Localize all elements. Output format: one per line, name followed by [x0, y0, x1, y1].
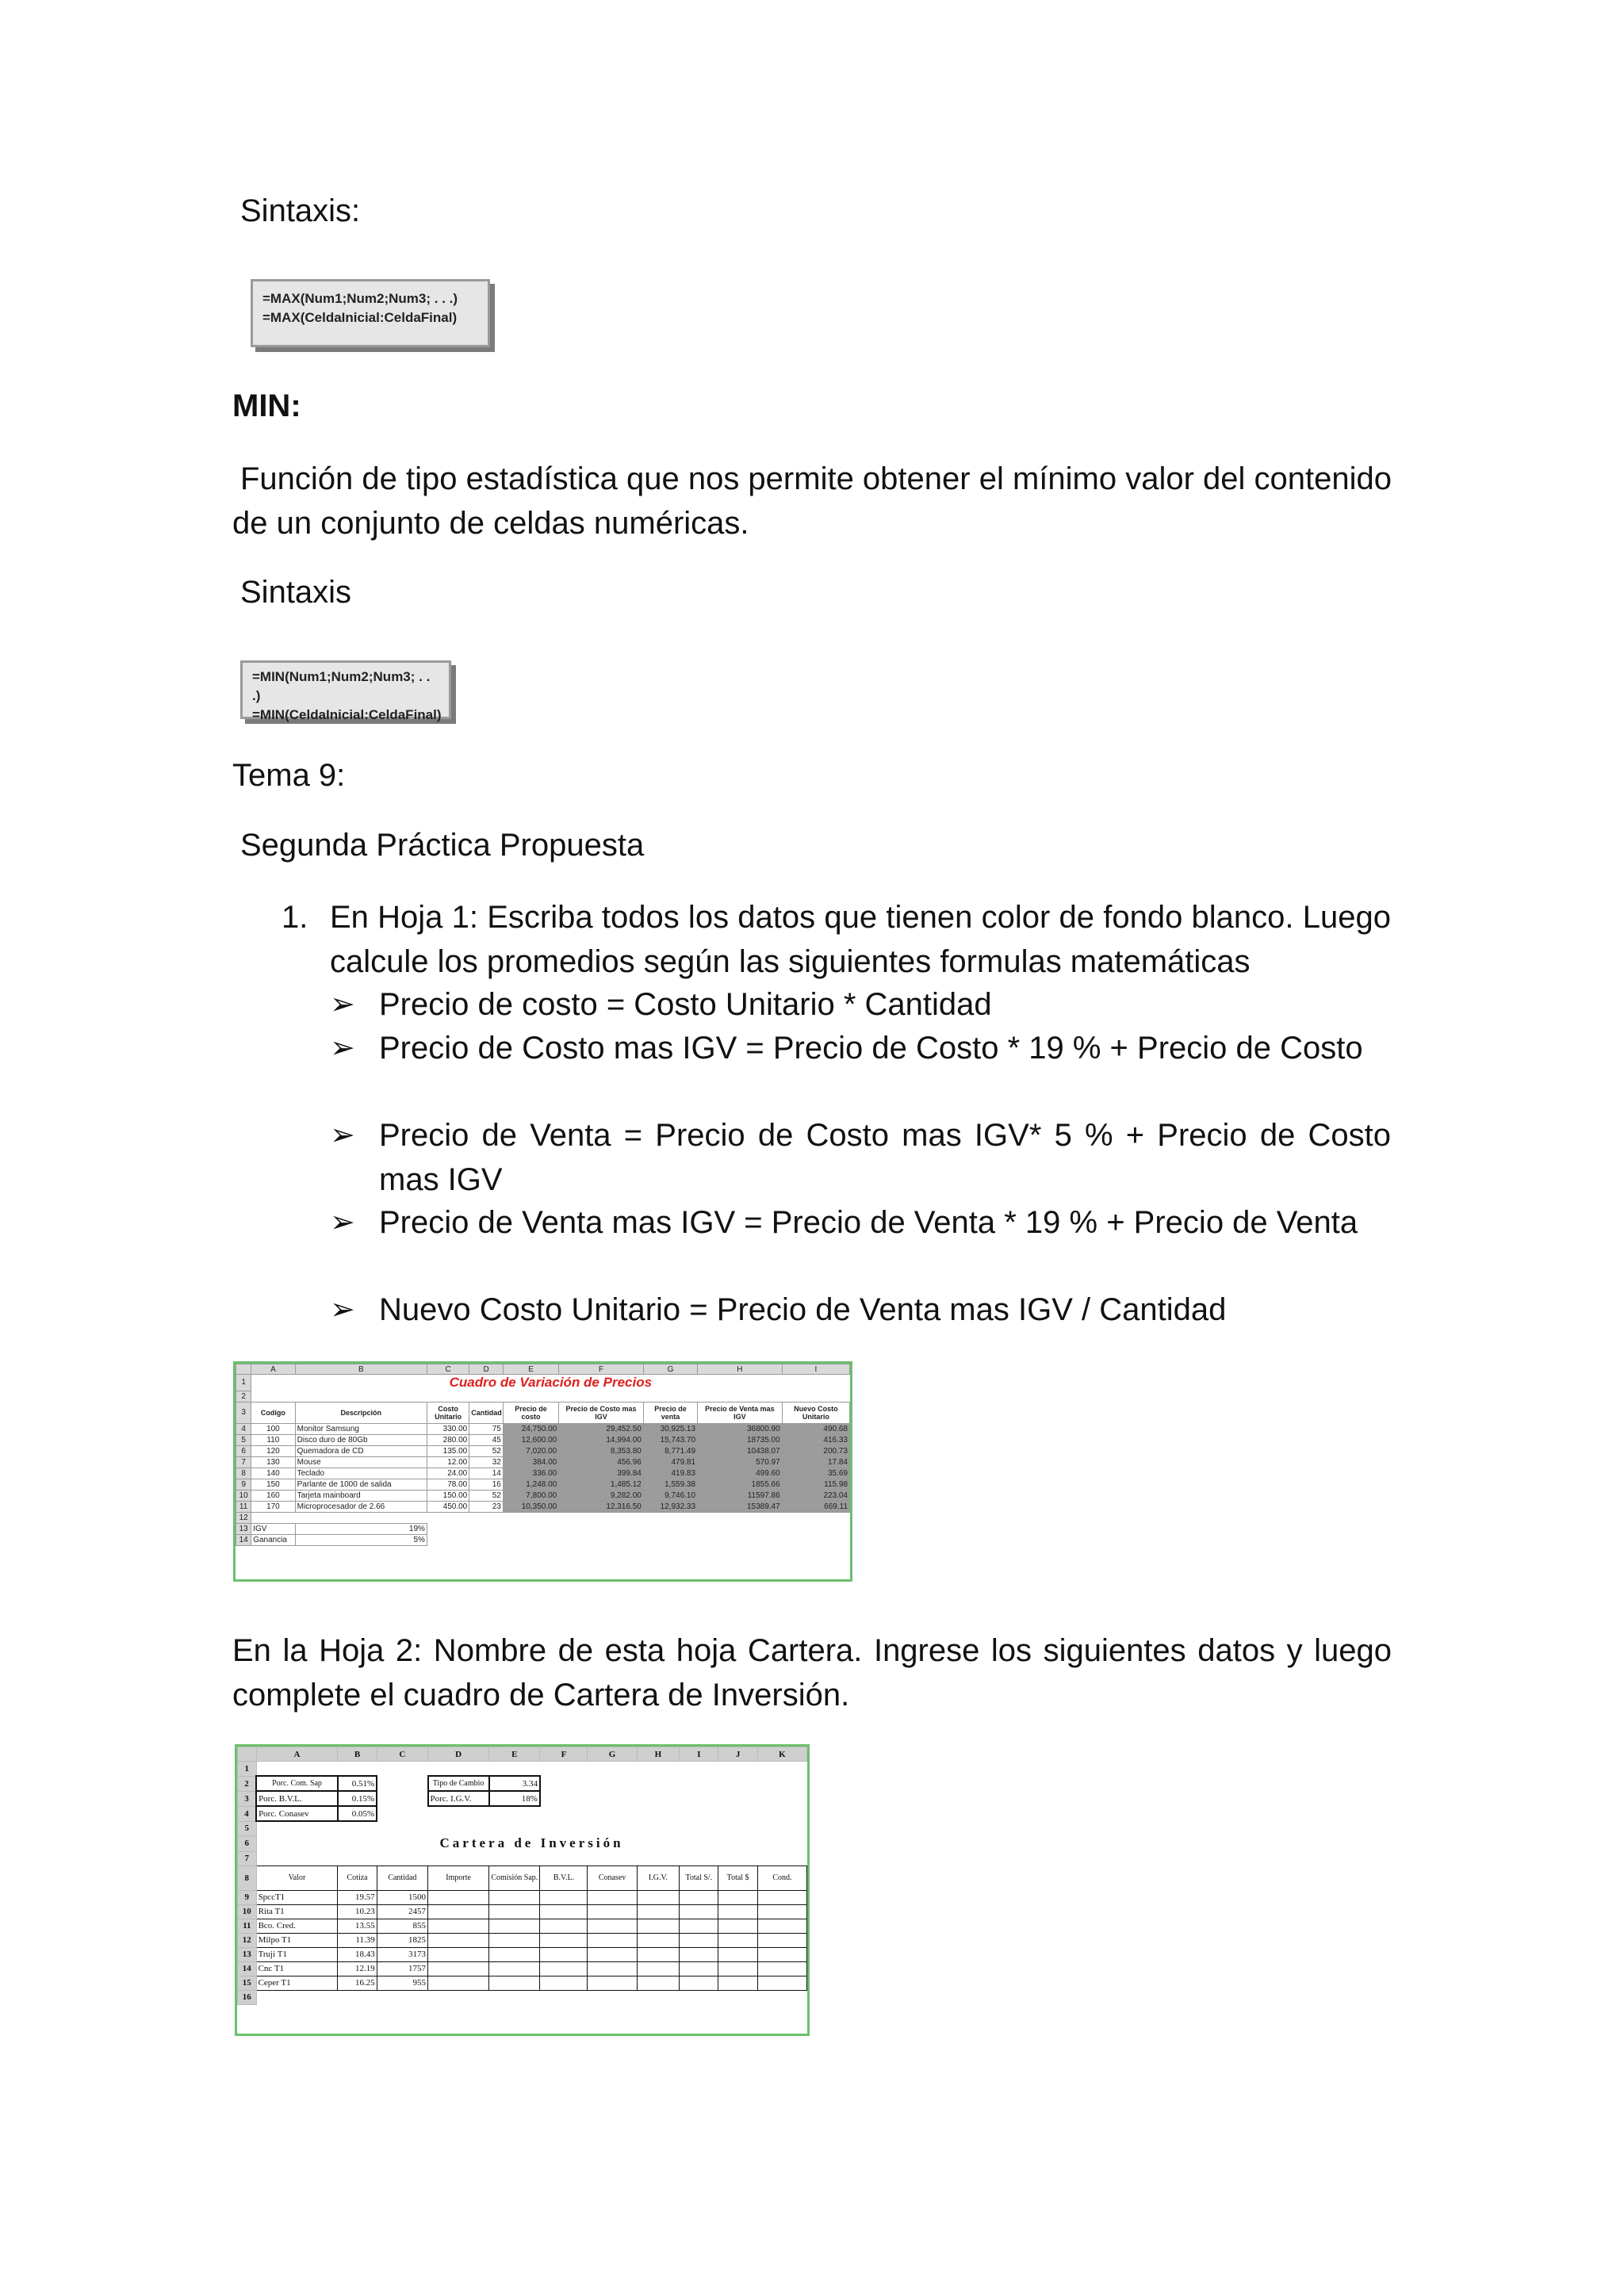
table-cell: 384.00 [503, 1456, 558, 1468]
formula-precio-venta-igv: Precio de Venta mas IGV = Precio de Venta * 19 % + Precio de Venta [379, 1205, 1358, 1240]
table-cell: 35.69 [782, 1468, 849, 1479]
table-cell [757, 1976, 806, 1990]
column-letters-row: A B C D E F G H I J K [238, 1747, 807, 1762]
table-cell: 479.81 [643, 1456, 697, 1468]
table-cell: 18.43 [338, 1947, 377, 1961]
table-cell: 110 [251, 1434, 295, 1445]
table-cell: 9,282.00 [559, 1490, 644, 1501]
table-cell [540, 1919, 588, 1933]
table-cell: Milpo T1 [256, 1933, 338, 1947]
table-cell [428, 1919, 489, 1933]
table-cell: 200.73 [782, 1445, 849, 1456]
table-cell [489, 1890, 540, 1904]
table-cell [680, 1919, 718, 1933]
table-cell: 336.00 [503, 1468, 558, 1479]
list-number-1: 1. [282, 900, 308, 935]
table-row: 13 Truji T1 18.43 3173 [238, 1947, 807, 1961]
table-cell [428, 1904, 489, 1919]
table-row: 12 [236, 1512, 850, 1523]
table-cell [540, 1961, 588, 1976]
table-cell [489, 1961, 540, 1976]
table-cell [588, 1904, 637, 1919]
min-syntax-line-2: =MIN(CeldaInicial:CeldaFinal) [252, 707, 442, 722]
table-cell [637, 1961, 680, 1976]
table-row: 5 110 Disco duro de 80Gb 280.00 45 12,600.00 14,994.00 15,743.70 18735.00 416.33 [236, 1434, 850, 1445]
table-row: 2 [236, 1391, 850, 1402]
table-cell: 1,248.00 [503, 1479, 558, 1490]
table-cell: 1757 [377, 1961, 427, 1976]
table-cell [718, 1919, 757, 1933]
table-cell [428, 1947, 489, 1961]
bullet-icon: ➢ [330, 1293, 355, 1326]
table-cell: Quemadora de CD [295, 1445, 427, 1456]
table-cell: 330.00 [427, 1423, 469, 1434]
table-cell [588, 1947, 637, 1961]
table-cell [680, 1947, 718, 1961]
table-cell: Disco duro de 80Gb [295, 1434, 427, 1445]
min-heading: MIN: [232, 388, 301, 423]
table-cell: 135.00 [427, 1445, 469, 1456]
formula-precio-costo: Precio de costo = Costo Unitario * Cantidad [379, 987, 992, 1022]
table-cell [680, 1890, 718, 1904]
table-cell: 32 [469, 1456, 504, 1468]
table-cell: 150.00 [427, 1490, 469, 1501]
table-cell: 29,452.50 [559, 1423, 644, 1434]
table-cell [540, 1947, 588, 1961]
sheet-title: Cuadro de Variación de Precios [449, 1375, 653, 1390]
table-cell [489, 1904, 540, 1919]
min-syntax-line-1: =MIN(Num1;Num2;Num3; . . .) [252, 669, 431, 703]
table-cell [588, 1961, 637, 1976]
table-cell: 3173 [377, 1947, 427, 1961]
table-cell: 30,925.13 [643, 1423, 697, 1434]
table-cell [588, 1890, 637, 1904]
table-cell [680, 1961, 718, 1976]
table-cell: Cnc T1 [256, 1961, 338, 1976]
practica-heading: Segunda Práctica Propuesta [240, 828, 645, 863]
table-cell: 10,350.00 [503, 1501, 558, 1512]
table-cell [680, 1904, 718, 1919]
table-cell: 2457 [377, 1904, 427, 1919]
table-header-row: 3 Codigo Descripción Costo Unitario Cantidad Precio de costo Precio de Costo mas IGV Precio de venta Precio de Venta mas IGV Nuevo Costo Unitario [236, 1402, 850, 1423]
table-row: 12 Milpo T1 11.39 1825 [238, 1933, 807, 1947]
table-cell: 12.00 [427, 1456, 469, 1468]
table-cell [757, 1933, 806, 1947]
table-cell: 160 [251, 1490, 295, 1501]
table-cell [718, 1947, 757, 1961]
table-cell: 19.57 [338, 1890, 377, 1904]
table-row: 4 Porc. Conasev 0.05% [238, 1806, 807, 1821]
table-row: 4 100 Monitor Samsung 330.00 75 24,750.00 29,452.50 30,925.13 36800.90 490.68 [236, 1423, 850, 1434]
table-cell: Truji T1 [256, 1947, 338, 1961]
table-cell [489, 1947, 540, 1961]
table-cell: 130 [251, 1456, 295, 1468]
table-cell: Tarjeta mainboard [295, 1490, 427, 1501]
table-row: 15 Ceper T1 16.25 955 [238, 1976, 807, 1990]
table-cell [680, 1976, 718, 1990]
table-cell: 150 [251, 1479, 295, 1490]
table-cell: 7,020.00 [503, 1445, 558, 1456]
min-description: Función de tipo estadística que nos permite obtener el mínimo valor del contenido de un conjunto de celdas numéricas. [232, 461, 1392, 541]
table-cell: 855 [377, 1919, 427, 1933]
table-cell: Rita T1 [256, 1904, 338, 1919]
table-cell [637, 1890, 680, 1904]
table-cell [428, 1933, 489, 1947]
table-cell: 399.84 [559, 1468, 644, 1479]
table-cell: 45 [469, 1434, 504, 1445]
table-cell: 490.68 [782, 1423, 849, 1434]
table-cell: 24,750.00 [503, 1423, 558, 1434]
table-cell: 570.97 [698, 1456, 783, 1468]
table-cell [489, 1933, 540, 1947]
table-cell: 450.00 [427, 1501, 469, 1512]
table-row: 6 120 Quemadora de CD 135.00 52 7,020.00 8,353.80 8,771.49 10438.07 200.73 [236, 1445, 850, 1456]
table-cell: 13.55 [338, 1919, 377, 1933]
table-cell: 120 [251, 1445, 295, 1456]
table-cell: 1855.66 [698, 1479, 783, 1490]
table-cell [637, 1933, 680, 1947]
table-cell: 1825 [377, 1933, 427, 1947]
price-variation-spreadsheet [233, 1361, 852, 1582]
table-cell: 7,800.00 [503, 1490, 558, 1501]
table-cell: 14,994.00 [559, 1434, 644, 1445]
table-cell: 140 [251, 1468, 295, 1479]
table-cell: 15,743.70 [643, 1434, 697, 1445]
table-cell: Microprocesador de 2.66 [295, 1501, 427, 1512]
table-cell: 223.04 [782, 1490, 849, 1501]
table-cell: 12,600.00 [503, 1434, 558, 1445]
table-cell: 8,353.80 [559, 1445, 644, 1456]
table-cell: 955 [377, 1976, 427, 1990]
table-cell [757, 1961, 806, 1976]
investment-portfolio-spreadsheet: A B C D E F G H I J K 1 2 Porc. Com. Sap 0.51% Tipo de Cambio 3.34 3 Porc. B.V.L. 0.15% Porc. I.G.V. 18% 4 Porc. Conasev 0.05% 5 6 Cartera de Inversión 7 8 Valor Cotiza Cantidad Importe Comisión Sap. B.V.L. Conasev I.G.V. Total S/. Total $ Cond. 9 SpccT1 19.57 1500 10 Rita T1 10.23 2457 11 Bco. Cred. 13.55 855 12 Milpo T1 11.39 1825 13 Truji T1 18.43 3173 14 Cnc T1 12.19 1757 15 Ceper T1 16.25 955 16 [235, 1744, 810, 2036]
table-cell [428, 1976, 489, 1990]
table-cell [680, 1933, 718, 1947]
table-row: 1 Cuadro de Variación de Precios [236, 1375, 850, 1391]
tema-heading: Tema 9: [232, 758, 346, 793]
table-cell: 52 [469, 1490, 504, 1501]
table-row: 2 Porc. Com. Sap 0.51% Tipo de Cambio 3.34 [238, 1776, 807, 1791]
table-row: 8 140 Teclado 24.00 14 336.00 399.84 419.83 499.60 35.69 [236, 1468, 850, 1479]
table-cell: 11597.86 [698, 1490, 783, 1501]
table-cell: 115.98 [782, 1479, 849, 1490]
table-row: 11 Bco. Cred. 13.55 855 [238, 1919, 807, 1933]
table-cell [637, 1976, 680, 1990]
table-cell [637, 1904, 680, 1919]
sintaxis-label-2: Sintaxis [240, 575, 352, 610]
table-cell: 23 [469, 1501, 504, 1512]
table-cell: 24.00 [427, 1468, 469, 1479]
table-cell [588, 1933, 637, 1947]
table-cell: 75 [469, 1423, 504, 1434]
table-row: 7 130 Mouse 12.00 32 384.00 456.96 479.81 570.97 17.84 [236, 1456, 850, 1468]
table-cell [757, 1947, 806, 1961]
table-cell: 36800.90 [698, 1423, 783, 1434]
table-cell [718, 1890, 757, 1904]
portfolio-title: Cartera de Inversión [439, 1835, 624, 1850]
table-row: 3 Porc. B.V.L. 0.15% Porc. I.G.V. 18% [238, 1791, 807, 1806]
table-cell [757, 1904, 806, 1919]
table-cell: 52 [469, 1445, 504, 1456]
table-cell: 18735.00 [698, 1434, 783, 1445]
table-cell: 12.19 [338, 1961, 377, 1976]
table-row: 11 170 Microprocesador de 2.66 450.00 23 10,350.00 12,316.50 12,932.33 15389.47 669.11 [236, 1501, 850, 1512]
table-cell: 10.23 [338, 1904, 377, 1919]
bullet-icon: ➢ [330, 1119, 355, 1152]
table-cell: 12,316.50 [559, 1501, 644, 1512]
table-row: 14 Cnc T1 12.19 1757 [238, 1961, 807, 1976]
table-cell: 1,485.12 [559, 1479, 644, 1490]
table-cell [428, 1961, 489, 1976]
table-cell: 78.00 [427, 1479, 469, 1490]
max-syntax-line-2: =MAX(CeldaInicial:CeldaFinal) [262, 310, 458, 325]
table-cell: 669.11 [782, 1501, 849, 1512]
table-cell: 419.83 [643, 1468, 697, 1479]
table-cell [718, 1933, 757, 1947]
max-syntax-box [251, 279, 490, 347]
table-cell [588, 1919, 637, 1933]
table-cell: 8,771.49 [643, 1445, 697, 1456]
table-header-row: 8 Valor Cotiza Cantidad Importe Comisión Sap. B.V.L. Conasev I.G.V. Total S/. Total $ Cond. [238, 1866, 807, 1890]
table-cell [718, 1961, 757, 1976]
table-cell [588, 1976, 637, 1990]
table-row: 9 SpccT1 19.57 1500 [238, 1890, 807, 1904]
table-cell [489, 1976, 540, 1990]
table-cell: 11.39 [338, 1933, 377, 1947]
table-cell: Bco. Cred. [256, 1919, 338, 1933]
table-cell [489, 1919, 540, 1933]
igv-row: 13 IGV 19% [236, 1523, 850, 1534]
table-cell: 12,932.33 [643, 1501, 697, 1512]
table-row: 9 150 Parlante de 1000 de salida 78.00 16 1,248.00 1,485.12 1,559.38 1855.66 115.98 [236, 1479, 850, 1490]
min-syntax-box [240, 660, 451, 722]
table-cell: 1500 [377, 1890, 427, 1904]
table-cell [718, 1976, 757, 1990]
column-letters-row: A B C D E F G H I [236, 1364, 850, 1375]
table-cell: Parlante de 1000 de salida [295, 1479, 427, 1490]
table-cell: 456.96 [559, 1456, 644, 1468]
table-cell: 1,559.38 [643, 1479, 697, 1490]
table-cell: Monitor Samsung [295, 1423, 427, 1434]
table-cell [540, 1890, 588, 1904]
table-cell: Ceper T1 [256, 1976, 338, 1990]
ganancia-row: 14 Ganancia 5% [236, 1534, 850, 1545]
table-row: 10 Rita T1 10.23 2457 [238, 1904, 807, 1919]
table-cell: 280.00 [427, 1434, 469, 1445]
table-cell: 10438.07 [698, 1445, 783, 1456]
table-cell [637, 1919, 680, 1933]
sintaxis-label-1: Sintaxis: [240, 193, 361, 228]
table-cell: 9,746.10 [643, 1490, 697, 1501]
table-row: 6 Cartera de Inversión [238, 1835, 807, 1851]
bullet-icon: ➢ [330, 1031, 355, 1065]
list-item-1-text: En Hoja 1: Escriba todos los datos que tienen color de fondo blanco. Luego calcule los promedios según las siguientes formulas matemáticas [330, 900, 1391, 979]
table-cell [540, 1976, 588, 1990]
table-cell [757, 1890, 806, 1904]
max-syntax-line-1: =MAX(Num1;Num2;Num3; . . .) [262, 291, 458, 306]
hoja2-instructions: En la Hoja 2: Nombre de esta hoja Cartera. Ingrese los siguientes datos y luego complete el cuadro de Cartera de Inversión. [232, 1633, 1392, 1712]
table-cell: 416.33 [782, 1434, 849, 1445]
table-cell: 16.25 [338, 1976, 377, 1990]
formula-precio-venta: Precio de Venta = Precio de Costo mas IGV* 5 % + Precio de Costo mas IGV [379, 1118, 1391, 1197]
table-cell: 16 [469, 1479, 504, 1490]
table-cell: SpccT1 [256, 1890, 338, 1904]
table-cell [540, 1904, 588, 1919]
formula-nuevo-costo: Nuevo Costo Unitario = Precio de Venta mas IGV / Cantidad [379, 1292, 1227, 1327]
table-cell [540, 1933, 588, 1947]
bullet-icon: ➢ [330, 1206, 355, 1239]
table-row: 10 160 Tarjeta mainboard 150.00 52 7,800.00 9,282.00 9,746.10 11597.86 223.04 [236, 1490, 850, 1501]
table-cell: 15389.47 [698, 1501, 783, 1512]
table-cell [718, 1904, 757, 1919]
table-cell: 499.60 [698, 1468, 783, 1479]
table-cell: 100 [251, 1423, 295, 1434]
table-cell [428, 1890, 489, 1904]
table-cell [637, 1947, 680, 1961]
table-cell [757, 1919, 806, 1933]
table-cell: Teclado [295, 1468, 427, 1479]
formula-precio-costo-igv: Precio de Costo mas IGV = Precio de Costo * 19 % + Precio de Costo [379, 1031, 1363, 1066]
table-cell: 14 [469, 1468, 504, 1479]
bullet-icon: ➢ [330, 988, 355, 1021]
table-cell: 17.84 [782, 1456, 849, 1468]
table-cell: Mouse [295, 1456, 427, 1468]
table-cell: 170 [251, 1501, 295, 1512]
